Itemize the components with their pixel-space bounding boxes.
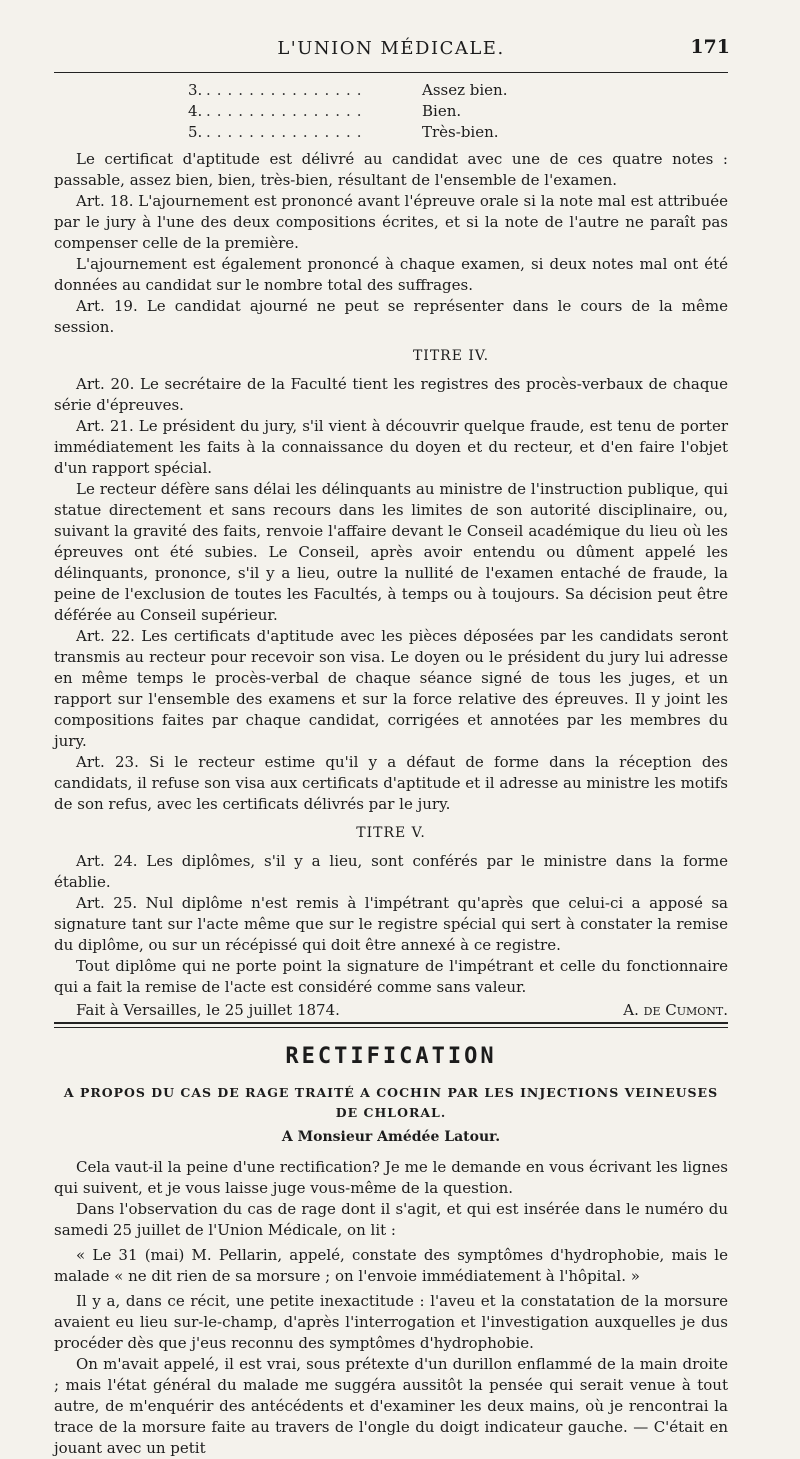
rectification-subheading: A PROPOS DU CAS DE RAGE TRAITÉ A COCHIN PAR LES INJECTIONS VEINEUSES	[63, 1085, 719, 1100]
page-number: 171	[690, 36, 730, 58]
paragraph-ajournement: L'ajournement est également prononcé à chaque examen, si deux notes mal ont été données au candidat sur le nombre total des suffrages.	[54, 255, 728, 294]
header-rule	[54, 72, 728, 73]
section-divider	[54, 1022, 728, 1028]
grade-value: Assez bien.	[422, 81, 508, 99]
grade-dots: ...............	[206, 81, 368, 99]
letter-paragraph-1: Cela vaut-il la peine d'une rectification? Je me le demande en vous écrivant les lignes qui suivent, et je vous laisse juge vous-même de la question.	[54, 1158, 728, 1197]
paragraph-art21: Art. 21. Le président du jury, s'il vient à découvrir quelque fraude, est tenu de porter immédiatement les faits à la connaissance du doyen et du recteur, et d'en faire l'objet d'un rapport spécial.	[54, 417, 728, 477]
page-header	[54, 0, 728, 72]
signature-row	[54, 998, 728, 1022]
grade-item	[54, 101, 728, 122]
grade-value: Très-bien.	[422, 123, 499, 141]
paragraph-art23: Art. 23. Si le recteur estime qu'il y a défaut de forme dans la réception des candidats, il refuse son visa aux certificats d'aptitude et il adresse au ministre les motifs de son refus, avec les certificats délivrés par le jury.	[54, 753, 728, 813]
signature-author: A. de Cumont.	[623, 1001, 728, 1019]
grade-number: 4.	[188, 102, 203, 120]
letter-quote: « Le 31 (mai) M. Pellarin, appelé, constate des symptômes d'hydrophobie, mais le malade « ne dit rien de sa morsure ; on l'envoie immédiatement à l'hôpital. »	[54, 1246, 728, 1285]
grade-number: 3.	[188, 81, 203, 99]
grade-number: 5.	[188, 123, 203, 141]
grade-value: Bien.	[422, 102, 462, 120]
rectification-subheading-cont: DE CHLORAL.	[335, 1105, 447, 1120]
rectification-title: RECTIFICATION	[285, 1044, 497, 1069]
paragraph-art22: Art. 22. Les certificats d'aptitude avec les pièces déposées par les candidats seront transmis au recteur pour recevoir son visa. Le doyen ou le président du jury lui adresse en même temps le procès-verbal de chaque séance signé de tous les juges, et un rapport sur l'ensemble des examens et sur la force relative des épreuves. Il y joint les compositions faites par chaque candidat, corrigées et annotées par les membres du jury.	[54, 627, 728, 750]
paragraph-art24: Art. 24. Les diplômes, s'il y a lieu, sont conférés par le ministre dans la forme établie.	[54, 852, 728, 891]
grade-list	[54, 80, 728, 143]
paragraph-certificat: Le certificat d'aptitude est délivré au candidat avec une de ces quatre notes : passable, assez bien, bien, très-bien, résultant de l'ensemble de l'examen.	[54, 150, 728, 189]
letter-addressee: A Monsieur Amédée Latour.	[281, 1129, 501, 1145]
letter-paragraph-3: Il y a, dans ce récit, une petite inexactitude : l'aveu et la constatation de la morsure avaient eu lieu sur-le-champ, d'après l'interrogation et l'investigation auxquelles je dus procéder dès que j'eus reconnu des symptômes d'hydrophobie.	[54, 1292, 728, 1352]
paragraph-art20: Art. 20. Le secrétaire de la Faculté tient les registres des procès-verbaux de chaque série d'épreuves.	[54, 375, 728, 414]
section-title-iv: TITRE IV.	[412, 348, 490, 364]
document-page	[54, 0, 728, 1459]
paragraph-art19: Art. 19. Le candidat ajourné ne peut se représenter dans le cours de la même session.	[54, 297, 728, 336]
running-title: L'UNION MÉDICALE.	[277, 38, 505, 59]
grade-item	[54, 80, 728, 101]
letter-paragraph-4: On m'avait appelé, il est vrai, sous prétexte d'un durillon enflammé de la main droite ; mais l'état général du malade me suggéra aussitôt la pensée qui serait venue à tout autre, de m'enquérir des antécédents et d'examiner les deux mains, où je rencontrai la trace de la morsure faite au travers de l'ongle du doigt indicateur gauche. — C'était en jouant avec un petit	[54, 1355, 728, 1457]
grade-dots: ...............	[206, 102, 368, 120]
paragraph-art25: Art. 25. Nul diplôme n'est remis à l'impétrant qu'après que celui-ci a apposé sa signature tant sur l'acte même que sur le registre spécial qui sert à constater la remise du diplôme, ou sur un récépissé qui doit être annexé à ce registre.	[54, 894, 728, 954]
section-title-v: TITRE V.	[356, 825, 426, 841]
letter-paragraph-2: Dans l'observation du cas de rage dont il s'agit, et qui est insérée dans le numéro du samedi 25 juillet de l'Union Médicale, on lit :	[54, 1200, 728, 1239]
paragraph-art18: Art. 18. L'ajournement est prononcé avant l'épreuve orale si la note mal est attribuée par le jury à l'une des deux compositions écrites, et si la note de l'autre ne paraît pas compenser celle de la première.	[54, 192, 728, 252]
grade-item	[54, 122, 728, 143]
signature-place-date: Fait à Versailles, le 25 juillet 1874.	[76, 1001, 340, 1019]
paragraph-recteur: Le recteur défère sans délai les délinquants au ministre de l'instruction publique, qui statue directement et sans recours dans les limites de son autorité disciplinaire, ou, suivant la gravité des faits, renvoie l'affaire devant le Conseil académique du lieu où les épreuves ont été subies. Le Conseil, après avoir entendu ou dûment appelé les délinquants, prononce, s'il y a lieu, outre la nullité de l'examen entaché de fraude, la peine de l'exclusion de toutes les Facultés, à temps ou à toujours. Sa décision peut être déférée au Conseil supérieur.	[54, 480, 728, 624]
grade-dots: ...............	[206, 123, 368, 141]
paragraph-tout-diplome: Tout diplôme qui ne porte point la signature de l'impétrant et celle du fonctionnaire qui a fait la remise de l'acte est considéré comme sans valeur.	[54, 957, 728, 996]
